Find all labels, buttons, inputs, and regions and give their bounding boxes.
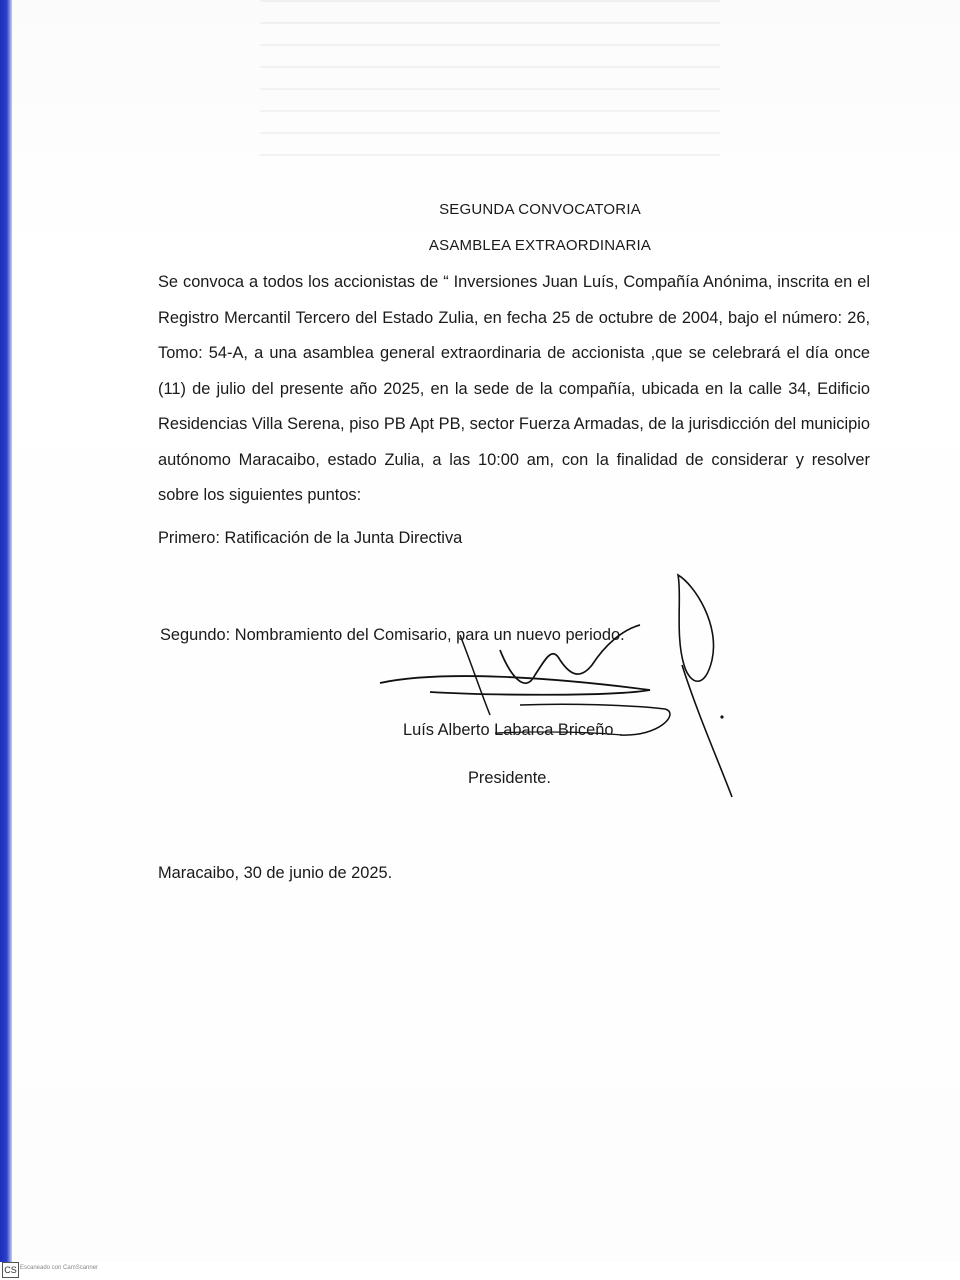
scan-edge-border: [0, 0, 12, 1262]
document-heading-convocatoria: SEGUNDA CONVOCATORIA: [439, 201, 641, 218]
signer-name: Luís Alberto Labarca Briceño: [403, 721, 614, 739]
bleed-through-text: [260, 0, 720, 170]
place-and-date: Maracaibo, 30 de junio de 2025.: [158, 864, 393, 882]
scan-bottom-band: [0, 1262, 960, 1280]
camscanner-watermark: Escaneado con CamScanner: [20, 1265, 99, 1271]
document-heading-asamblea: ASAMBLEA EXTRAORDINARIA: [428, 237, 652, 254]
camscanner-logo-icon: CS: [2, 1262, 19, 1278]
signer-role: Presidente.: [468, 769, 551, 787]
agenda-point-second: Segundo: Nombramiento del Comisario, para un nuevo periodo.: [160, 626, 625, 644]
agenda-point-first: Primero: Ratificación de la Junta Directiva: [158, 529, 463, 547]
convocation-body-paragraph: Se convoca a todos los accionistas de “ Inversiones Juan Luís, Compañía Anónima, inscrita en el Registro Mercantil Tercero del Estado Zulia, en fecha 25 de octubre de 2004, bajo el número: 26, Tomo: 54-A, a una asamblea general extraordinaria de accionista ,que se celebrará el día once (11) de julio del presente año 2025, en la sede de la compañía, ubicada en la calle 34, Edificio Residencias Villa Serena, piso PB Apt PB, sector Fuerza Armadas, de la jurisdicción del municipio autónomo Maracaibo, estado Zulia, a las 10:00 am, con la finalidad de considerar y resolver sobre los siguientes puntos:: [158, 273, 870, 504]
